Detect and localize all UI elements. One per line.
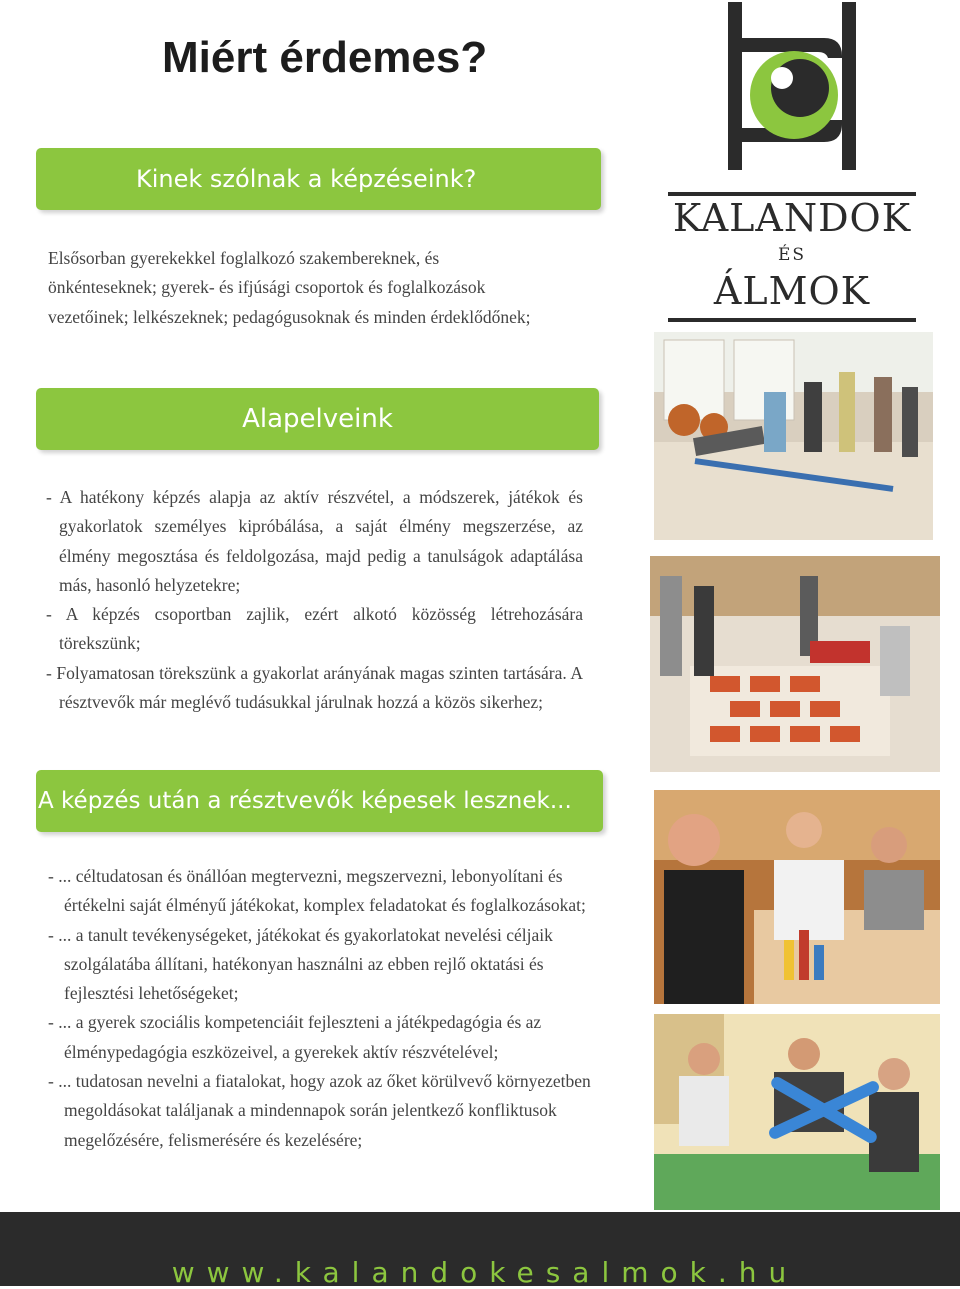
who-line: Elsősorban gyerekekkel foglalkozó szakembereknek, és [48, 248, 440, 268]
principle-item: - A hatékony képzés alapja az aktív részvétel, a módszerek, játékok és gyakorlatok személyes kipróbálása, a saját élmény megszerzése, az élmény megosztása és feldolgozása, majd pedig a tanulságok adaptálása más, hasonló helyzetekre; [46, 487, 583, 595]
logo-text-kalandok: KALANDOK [672, 196, 912, 240]
logo-rule-top [668, 192, 916, 196]
outcome-item: - ... tudatosan nevelni a fiatalokat, hogy azok az őket körülvevő környezetben megoldásokat találjanak a mindennapok során jelentkező konfliktusok megelőzésére, felismerésére és kezelésére; [48, 1071, 591, 1150]
principle-item: - Folyamatosan törekszünk a gyakorlat arányának magas szinten tartására. A résztvevők már meglévő tudásukkal járulnak hozzá a közös sikerhez; [46, 662, 583, 713]
who-line: önkénteseknek; gyerek- és ifjúsági csoportok és foglalkozások [48, 277, 486, 298]
workshop-photo-4 [654, 1014, 940, 1210]
workshop-photo-1 [654, 332, 933, 540]
workshop-photo-3 [654, 790, 940, 1004]
outcome-item: - ... a gyerek szociális kompetenciáit fejleszteni a játékpedagógia és az élménypedagógia eszközeivel, a gyerekek aktív részvételével; [48, 1012, 542, 1062]
outcomes-list [48, 862, 608, 1155]
who-line: vezetőinek; lelkészeknek; pedagógusoknak és minden érdeklődőnek; [48, 306, 531, 327]
outcome-item: - ... céltudatosan és önállóan megtervezni, megszervezni, lebonyolítani és értékelni saját élményű játékokat, komplex feladatokat és foglalkozásokat; [48, 866, 586, 916]
page-title: Miért érdemes? [162, 33, 488, 82]
principles-list [46, 483, 583, 717]
outcome-item: - ... a tanult tevékenységeket, játékokat és gyakorlatokat nevelési céljaik szolgálatába állítani, hatékonyan használni az ebben rejlő oktatási és fejlesztési lehetőségeket; [48, 924, 553, 1004]
logo-text-almok: ÁLMOK [713, 269, 871, 313]
website-link[interactable]: www.kalandokesalmok.hu [171, 1256, 799, 1289]
section-heading-after: A képzés után a résztvevők képesek lesznek... [36, 770, 603, 832]
logo-text-es: ÉS [777, 245, 807, 265]
section-heading-who: Kinek szólnak a képzéseink? [36, 148, 601, 210]
section-heading-principles: Alapelveink [36, 388, 599, 450]
workshop-photo-2 [650, 556, 940, 772]
principle-item: - A képzés csoportban zajlik, ezért alkotó közösség létrehozására törekszünk; [46, 604, 583, 654]
who-paragraph [48, 244, 588, 332]
logo-rule-bottom [668, 318, 916, 322]
